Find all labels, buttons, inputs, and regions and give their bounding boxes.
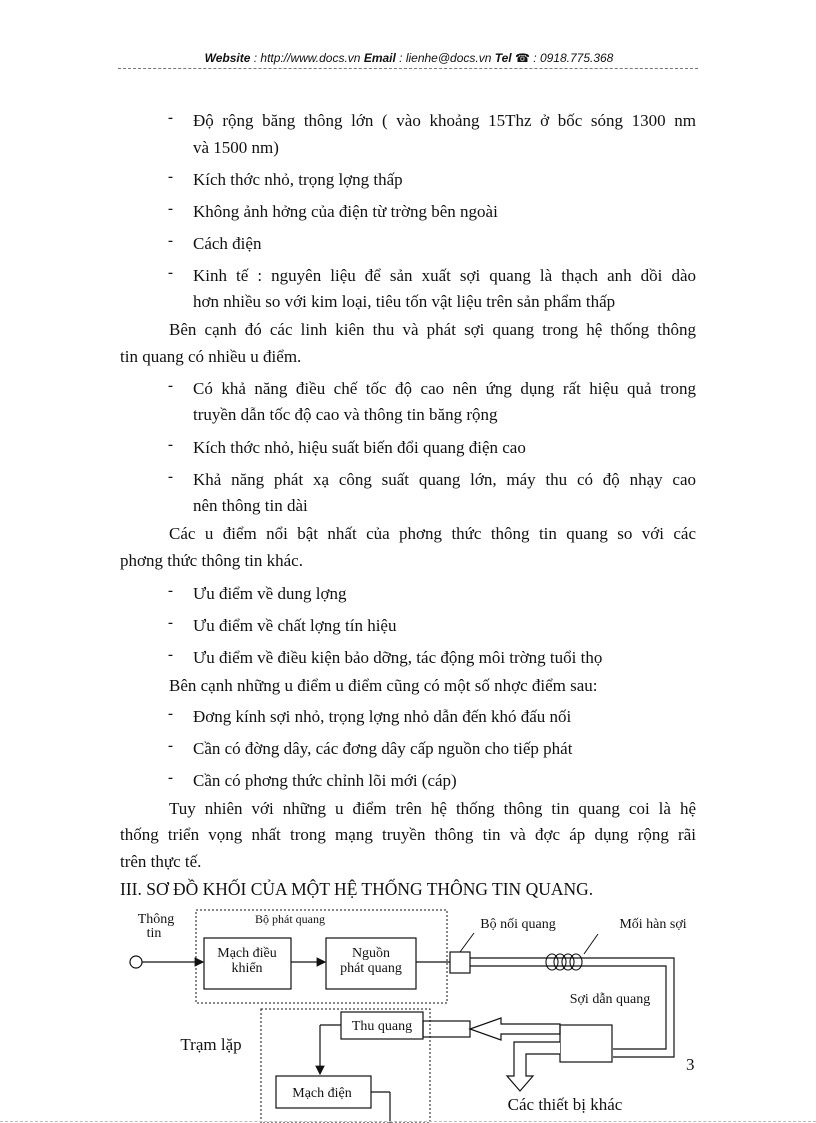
bullet-marker: - (168, 265, 173, 281)
email-label: Email (363, 51, 396, 65)
text-line: Ưu điểm về dung lợng (193, 584, 347, 603)
fiber-splice-coil (546, 954, 582, 970)
bullet-marker: - (168, 706, 173, 722)
section-heading: III. SƠ ĐỒ KHỐI CỦA MỘT HỆ THỐNG THÔNG TIN QUANG. (120, 879, 594, 899)
text-line: Ưu điểm về chất lợng tín hiệu (193, 616, 397, 635)
phone-number: : 0918.775.368 (529, 51, 614, 65)
text-line: hơn nhiều so với kim loại, tiêu tốn vật liệu trên sản phẩm thấp (193, 292, 616, 311)
website-url: : http://www.docs.vn (250, 51, 364, 65)
text-line: nên thông tin dài (193, 496, 308, 515)
text-line: trên thực tế. (120, 852, 202, 871)
optical-fiber (470, 958, 674, 1057)
bullet-marker: - (168, 738, 173, 754)
bullet-marker: - (168, 615, 173, 631)
label-thu-quang: Thu quang (351, 1019, 413, 1034)
bullet-marker: - (168, 110, 173, 126)
bullet-marker: - (168, 233, 173, 249)
bullet-marker: - (168, 469, 173, 485)
label-mach-dien: Mạch điện (292, 1086, 352, 1101)
label-moi-han-soi: Mối hàn sợi (619, 917, 687, 932)
hollow-arrow-down (507, 1042, 560, 1091)
website-label: Website (204, 51, 251, 65)
input-node (130, 956, 142, 968)
text-line: Đơng kính sợi nhỏ, trọng lợng nhỏ dẫn đến khó đấu nối (193, 707, 572, 726)
text-line: thống triển vọng nhất trong mạng truyền thông tin và đợc áp dụng rộng rãi (120, 825, 696, 844)
bullet-marker: - (168, 169, 173, 185)
page-number: 3 (686, 1055, 695, 1074)
tel-label: Tel (494, 51, 512, 65)
text-line: Khả năng phát xạ công suất quang lớn, máy thu có độ nhạy cao (193, 470, 696, 489)
text-line: Tuy nhiên với những u điểm trên hệ thống thông tin quang coi là hệ (169, 799, 696, 818)
optical-connector (450, 952, 470, 973)
bullet-marker: - (168, 583, 173, 599)
text-line: truyền dẫn tốc độ cao và thông tin băng rộng (193, 405, 498, 424)
footer-divider (0, 1121, 816, 1122)
text-line: phơng thức thông tin khác. (120, 551, 303, 570)
label-mach-dieu-khien-1: Mạch điều (217, 946, 277, 961)
label-thong-tin-1: Thông (137, 912, 175, 927)
text-line: Các u điểm nổi bật nhất của phơng thức thông tin quang so với các (169, 524, 696, 543)
text-line: Không ảnh hởng của điện từ trờng bên ngoài (193, 202, 498, 221)
terminal-block (560, 1025, 612, 1062)
bullet-marker: - (168, 201, 173, 217)
label-nguon-2: phát quang (340, 961, 402, 976)
label-nguon-1: Nguồn (351, 946, 391, 961)
label-mach-dieu-khien-2: khiển (231, 961, 263, 976)
bullet-marker: - (168, 378, 173, 394)
bullet-marker: - (168, 647, 173, 663)
text-line: Cần có đờng dây, các đơng dây cấp nguồn cho tiếp phát (193, 739, 573, 758)
hollow-arrow-left (470, 1018, 560, 1040)
text-line: Bên cạnh những u điểm u điểm cũng có một số nhợc điểm sau: (169, 676, 598, 695)
splice-pointer (584, 934, 598, 954)
label-soi-dan-quang: Sợi dẫn quang (569, 992, 651, 1007)
email-address: : lienhe@docs.vn (395, 51, 495, 65)
label-thong-tin-2: tin (146, 926, 162, 941)
label-tram-lap: Trạm lặp (180, 1035, 242, 1054)
text-line: Kinh tế : nguyên liệu để sản xuất sợi quang là thạch anh dồi dào (193, 266, 696, 285)
text-line: Cách điện (193, 234, 262, 253)
label-bo-phat-quang: Bộ phát quang (255, 912, 325, 926)
text-line: Kích thớc nhỏ, hiệu suất biến đổi quang điện cao (193, 438, 526, 457)
bullet-marker: - (168, 437, 173, 453)
text-line: Ưu điểm về điều kiện bảo dỡng, tác động môi trờng tuổi thọ (193, 648, 603, 667)
text-line: và 1500 nm) (193, 138, 279, 157)
text-line: Độ rộng băng thông lớn ( vào khoảng 15Thz ở bốc sóng 1300 nm (193, 111, 696, 130)
text-line: tin quang có nhiều u điểm. (120, 347, 302, 366)
bullet-marker: - (168, 770, 173, 786)
text-line: Có khả năng điều chế tốc độ cao nên ứng dụng rất hiệu quả trong (193, 379, 696, 398)
phone-icon: ☎ (514, 51, 530, 65)
connector-pointer (460, 933, 474, 952)
text-line: Kích thớc nhỏ, trọng lợng thấp (193, 170, 403, 189)
label-bo-noi-quang: Bộ nối quang (480, 917, 556, 932)
text-line: Bên cạnh đó các linh kiên thu và phát sợi quang trong hệ thống thông (169, 320, 696, 339)
label-cac-thiet-bi-khac: Các thiết bị khác (507, 1095, 623, 1114)
text-line: Cần có phơng thức chỉnh lõi mới (cáp) (193, 771, 457, 790)
